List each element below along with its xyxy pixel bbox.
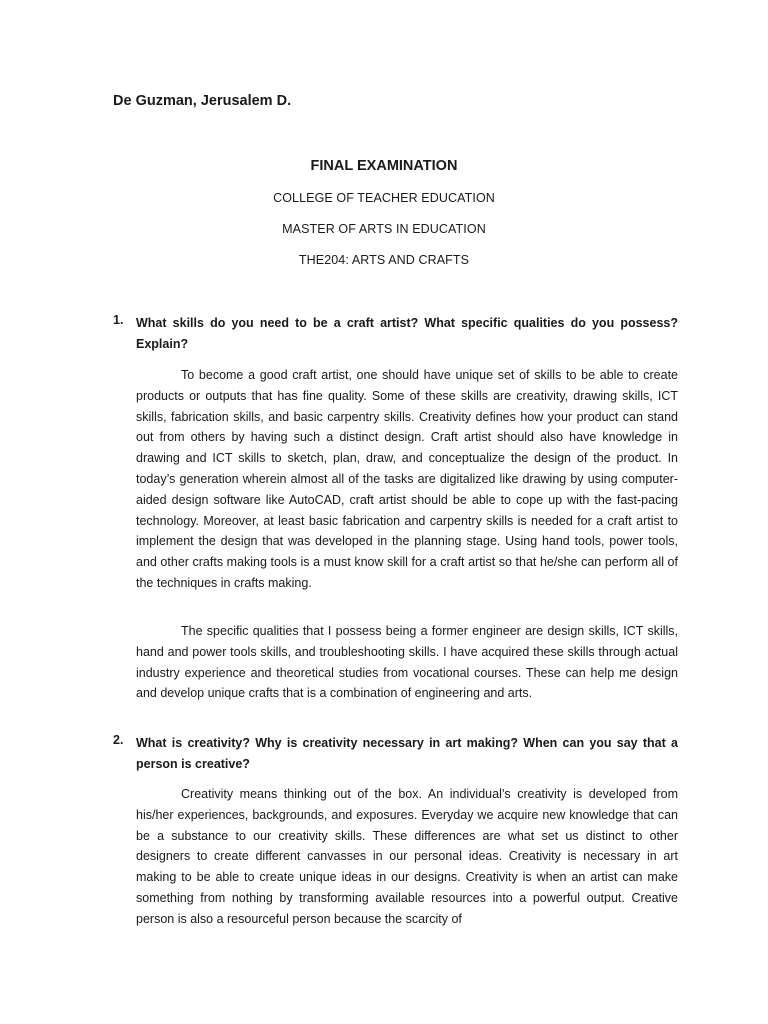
course-name: THE204: ARTS AND CRAFTS [298,253,470,267]
question-1 [113,313,678,355]
program-name: MASTER OF ARTS IN EDUCATION [282,222,486,236]
question-number: 2. [113,733,124,747]
question-text: What skills do you need to be a craft artist? What specific qualities do you possess? Explain? [136,316,678,351]
answer-paragraph: Creativity means thinking out of the box. An individual’s creativity is developed from his/her experiences, backgrounds, and exposures. Everyday we acquire new knowledge that can be a substance to our creativity skills. These differences are what set us distinct to other designers to create different canvasses in our personal ideas. Creativity is necessary in art making to be able to create unique ideas in our designs. Creativity is when an artist can make something from nothing by transforming available resources into a powerful output. Creative person is also a resourceful person because the scarcity of [136,787,678,926]
question-text: What is creativity? Why is creativity necessary in art making? When can you say that a person is creative? [136,736,678,771]
answer-paragraph: The specific qualities that I possess being a former engineer are design skills, ICT skills, hand and power tools skills, and troubleshooting skills. I have acquired these skills through actual industry experience and theoretical studies from vocational courses. These can help me design and develop unique crafts that is a combination of engineering and arts. [136,624,678,701]
question-number: 1. [113,313,124,327]
question-2 [113,733,678,775]
answer-paragraph: To become a good craft artist, one should have unique set of skills to be able to create products or outputs that has fine quality. Some of these skills are creativity, drawing skills, ICT skills, fabrication skills, and basic carpentry skills. Creativity defines how your product can stand out from others by having such a distinct design. Craft artist should also have knowledge in drawing and ICT skills to sketch, plan, draw, and conceptualize the design of the product. In today’s generation wherein almost all of the tasks are digitalized like drawing by using computer-aided design software like AutoCAD, craft artist should be able to cope up with the fast-pacing technology. Moreover, at least basic fabrication and carpentry skills is needed for a craft artist to implement the design that was developed in the planning stage. Using hand tools, power tools, and other crafts making tools is a must know skill for a craft artist so that he/she can perform all of the techniques in crafts making. [136,368,678,590]
exam-title: FINAL EXAMINATION [310,158,458,174]
author-name: De Guzman, Jerusalem D. [113,93,292,109]
college-name: COLLEGE OF TEACHER EDUCATION [273,191,495,205]
